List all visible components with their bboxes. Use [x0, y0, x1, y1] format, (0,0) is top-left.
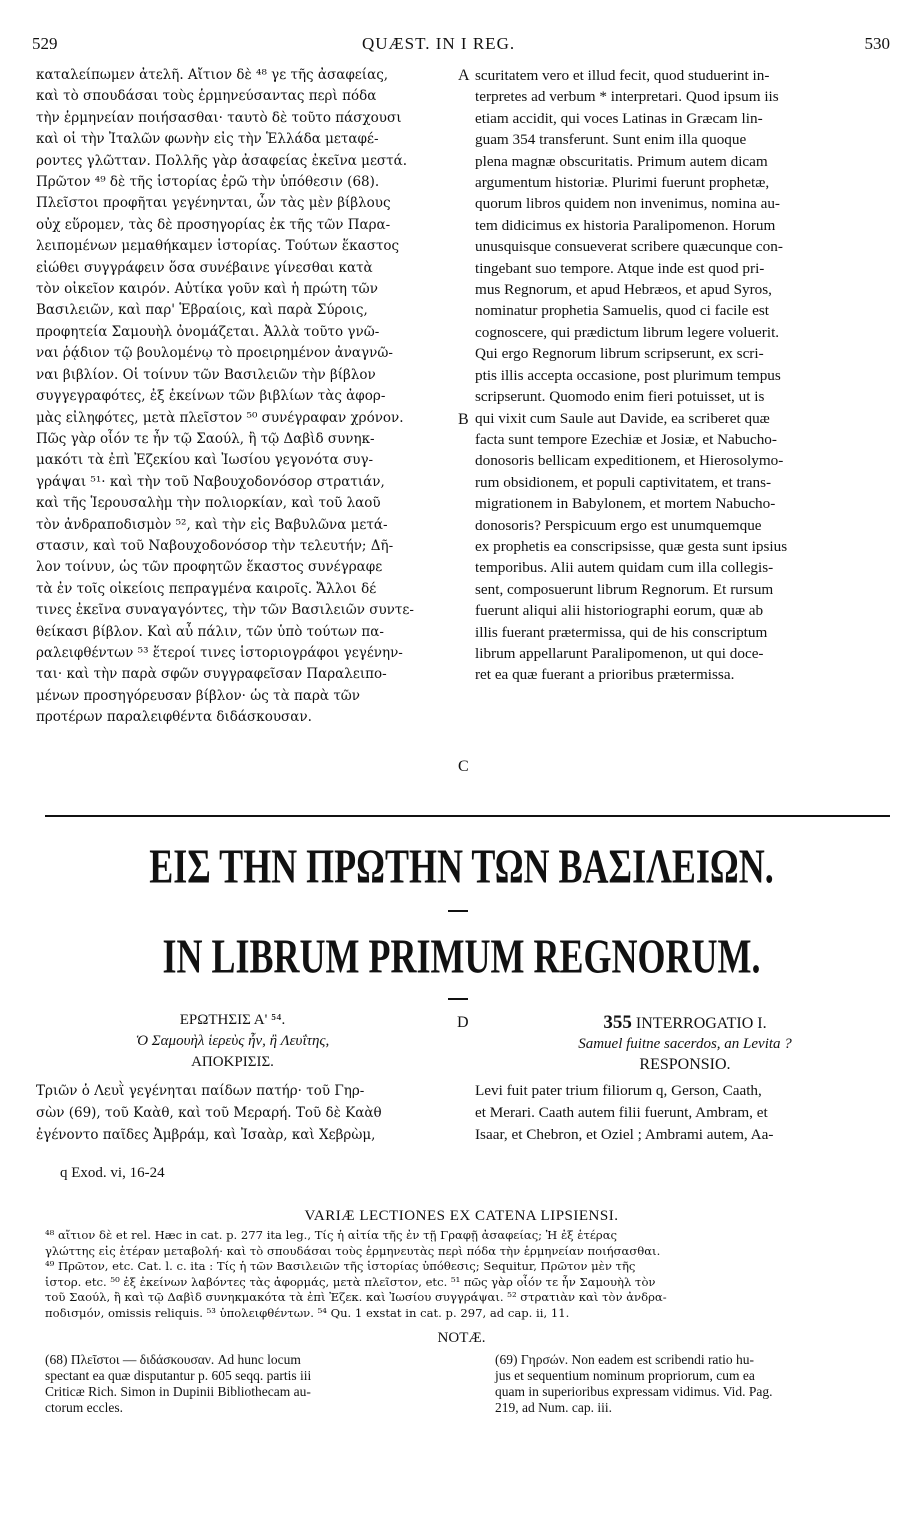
running-title: QUÆST. IN I REG. [362, 34, 516, 53]
left-page-number: 529 [32, 34, 58, 53]
question-text-greek: Ὁ Σαμουὴλ ἱερεὺς ἦν, ἢ Λευΐτης, [135, 1033, 330, 1049]
text-line: donosoris bellicam expeditionem, et Hierosolymo- [475, 452, 784, 470]
text-line: rum obsidionem, et populi captivitatem, et trans- [475, 473, 772, 491]
text-line: τοῦ Σαούλ, ἢ καὶ τῷ Δαβὶδ συνηκμακότα τὰ ἐπὶ Ἐζεκ. καὶ Ἰωσίου συγγράψαι. ⁵² στρατιὰν καὶ τὸν ἀνδρα- [45, 1290, 667, 1305]
text-line: προτέρων παραλειφθέντα διδάσκουσαν. [36, 709, 312, 726]
text-line: Qui ergo Regnorum librum scripserunt, ex scri- [475, 345, 764, 363]
text-line: unusquisque consueverat scribere quæcunque con- [475, 238, 783, 256]
text-line: scuritatem vero et illud fecit, quod studuerint in- [475, 67, 770, 84]
latin-column-top [475, 65, 887, 686]
notae-right [495, 1352, 890, 1416]
text-line: στασιν, καὶ τοῦ Ναβουχοδονόσορ τὴν τελευτήν; Δῆ- [36, 537, 394, 554]
text-line: librum appellarunt Paralipomenon, ut qui doce- [475, 644, 764, 662]
text-line: σὼν (69), τοῦ Καὰθ, καὶ τοῦ Μεραρή. Τοῦ δὲ Καὰθ [36, 1105, 382, 1121]
question-text-latin: Samuel fuitne sacerdos, an Levita ? [578, 1036, 792, 1052]
greek-title: ΕΙΣ ΤΗΝ ΠΡΩΤΗΝ ΤΩΝ ΒΑΣΙΛΕΙΩΝ. [149, 839, 774, 894]
text-line: quam in superioribus expressam vidimus. Vid. Pag. [495, 1384, 773, 1399]
text-line: 219, ad Num. cap. iii. [495, 1400, 612, 1415]
text-line: ctorum eccles. [45, 1400, 123, 1415]
question-heading-greek: ΕΡΩΤΗΣΙΣ Α' ⁵⁴. [179, 1012, 286, 1028]
text-line: γλώττης εἰς ἑτέραν μεταβολή· καὶ τὸ σπουδάσαι τοὺς ἑρμηνευτὰς περὶ πόδα τὴν ἑρμηνείαν ποιήσασθαι. [45, 1243, 661, 1258]
text-line: Levi fuit pater trium filiorum q, Gerson, Caath, [475, 1082, 762, 1099]
answer-latin [475, 1080, 887, 1146]
text-line: ται· καὶ τὴν παρὰ σφῶν συγγραφεῖσαν Παραλειπο- [36, 666, 387, 683]
title-dash [448, 910, 468, 912]
text-line: ἐγένοντο παῖδες Ἀμβράμ, καὶ Ἰσαὰρ, καὶ Χεβρὼμ, [36, 1127, 376, 1143]
text-line: fuerunt aliqui alii historiographi eorum, quæ ab [475, 602, 764, 620]
title-dash-2 [448, 998, 468, 1000]
text-line: καὶ τὸ σπουδάσαι τοὺς ἑρμηνεύσαντας περὶ πόδα [36, 88, 377, 105]
text-line: γράψαι ⁵¹· καὶ τὴν τοῦ Ναβουχοδονόσορ στρατιάν, [36, 473, 385, 490]
text-line: λειπομένων μεμαθήκαμεν ἱστορίας. Τούτων ἕκαστος [36, 238, 400, 255]
text-line: ptis illis accepta occasione, post plurimum tempus [475, 366, 781, 384]
running-header [32, 34, 890, 56]
text-line: λον τοίνυν, ὡς τῶν προφητῶν ἕκαστος συνέγραφε [36, 559, 383, 576]
text-line: τὴν ἑρμηνείαν ποιήσασθαι· ταυτὸ δὲ τοῦτο πάσχουσι [36, 109, 402, 126]
text-line: ex prophetis ea conscripsisse, quæ gesta sunt ipsius [475, 537, 788, 555]
notae-left [45, 1352, 460, 1416]
text-line: argumentum historiæ. Plurimi fuerunt prophetæ, [475, 174, 770, 192]
text-line: τὸν ἀνδραποδισμὸν ⁵², καὶ τὴν εἰς Βαβυλῶνα μετά- [36, 516, 388, 533]
text-line: ret ea quæ fuerant a prioribus prætermissa. [475, 666, 735, 684]
text-line: τινες ἐκεῖνα συναγαγόντες, τὴν τῶν Βασιλειῶν συντε- [36, 602, 414, 619]
answer-heading-greek: ΑΠΟΚΡΙΣΙΣ. [191, 1054, 274, 1070]
text-line: εἰώθει συγγράφειν ὅσα συνέβαινε γίνεσθαι κατὰ [36, 259, 373, 276]
text-line: καὶ τῆς Ἱερουσαλὴμ τὴν πολιορκίαν, καὶ τοῦ λαοῦ [36, 495, 381, 512]
text-line: quorum libros quidem non invenimus, nomina au- [475, 195, 780, 213]
text-line: καὶ οἱ τὴν Ἰταλῶν φωνὴν εἰς τὴν Ἑλλάδα μεταφέ- [36, 131, 379, 148]
text-line: συγγεγραφότες, ἐξ ἐκείνων τῶν βιβλίων τὰς ἀφορ- [36, 388, 386, 405]
text-line: Πῶς γὰρ οἷόν τε ἦν τῷ Σαούλ, ἢ τῷ Δαβὶδ συνηκ- [36, 430, 375, 447]
text-line: jus et sequentium nominum propriorum, cum ea [495, 1368, 755, 1383]
text-line: μένων προσηγόρευσαν βίβλον· ὡς τὰ παρὰ τῶν [36, 687, 361, 704]
text-line: sent, composuerunt librum Regnorum. Et rursum [475, 580, 774, 598]
margin-letter-c: C [458, 758, 469, 775]
latin-title: IN LIBRUM PRIMUM REGNORUM. [162, 929, 761, 984]
text-line: Βασιλειῶν, καὶ παρ' Ἑβραίοις, καὶ παρὰ Σύροις, [36, 302, 368, 319]
text-line: Criticæ Rich. Simon in Dupinii Bibliothecam au- [45, 1384, 311, 1399]
right-page-number: 530 [864, 34, 890, 53]
text-line: μὰς εἰληφότες, μετὰ πλεῖστον ⁵⁰ συνέγραφαν χρόνον. [36, 409, 404, 426]
answer-greek [36, 1080, 454, 1146]
text-line: τὸν οἰκεῖον καιρόν. Αὐτίκα γοῦν καὶ ἡ πρώτη τῶν [36, 281, 378, 298]
text-line: et Merari. Caath autem filii fuerunt, Ambram, et [475, 1104, 768, 1121]
text-line: ⁴⁸ αἴτιον δὲ et rel. Hæc in cat. p. 277 ita leg., Τίς ἡ αἰτία τῆς ἐν τῇ Γραφῇ ἀσαφείας; Ἡ ἐξ ἑτέρας [45, 1228, 618, 1242]
text-line: (69) Γηρσών. Non eadem est scribendi ratio hu- [495, 1352, 755, 1367]
margin-letter-a: A [458, 67, 470, 84]
text-line: μακότι τὰ ἐπὶ Ἐζεκίου καὶ Ἰωσίου γεγονότα συγ- [36, 452, 374, 469]
text-line: etiam accidit, qui voces Latinas in Græcam lin- [475, 109, 763, 127]
text-line: ⁴⁹ Πρῶτον, etc. Cat. l. c. ita : Τίς ἡ τῶν Βασιλειῶν τῆς ἱστορίας ὑπόθεσις; Sequitur, Πρῶτον μὲν τῆς [45, 1259, 636, 1274]
answer-heading-latin: RESPONSIO. [639, 1056, 731, 1073]
text-line: θείκασι βίβλον. Καὶ αὖ πάλιν, τῶν ὑπὸ τούτων πα- [36, 623, 384, 640]
text-line: donosoris? Perspicuum ergo est unumquemque [475, 516, 762, 534]
text-line: qui vixit cum Saule aut Davide, ea scriberet quæ [475, 409, 770, 427]
scripture-footnote: q Exod. vi, 16-24 [60, 1165, 165, 1181]
text-line: ναι ῥᾴδιον τῷ βουλομένῳ τὸ προειρημένον ἀναγνῶ- [36, 345, 393, 362]
text-line: terpretes ad verbum * interpretari. Quod ipsum iis [475, 88, 779, 106]
text-line: illis fuerant prætermissa, qui de his conscriptum [475, 623, 768, 641]
section-divider [45, 815, 890, 817]
question-latin [480, 1012, 890, 1074]
text-line: migrationem in Babylonem, et mortem Nabucho- [475, 495, 776, 513]
text-line: facta sunt tempore Ezechiæ et Josiæ, et Nabucho- [475, 430, 777, 448]
greek-column-top [36, 65, 454, 729]
question-greek [60, 1012, 405, 1071]
text-line: ραλειφθέντων ⁵³ ἕτεροί τινες ἱστοριογράφοι γεγένην- [36, 644, 403, 661]
text-line: tingebant suo tempore. Atque inde est quod pri- [475, 259, 765, 277]
text-line: guam 354 transferunt. Sunt enim illa quoque [475, 131, 747, 149]
text-line: Isaar, et Chebron, et Oziel ; Ambrami autem, Aa- [475, 1126, 774, 1143]
text-line: mus Regnorum, et apud Hebræos, et apud Syros, [475, 281, 772, 299]
text-line: (68) Πλεῖστοι — διδάσκουσαν. Ad hunc locum [45, 1352, 301, 1367]
text-line: Πλεῖστοι προφῆται γεγένηνται, ὧν τὰς μὲν βίβλους [36, 195, 391, 212]
variae-heading: VARIÆ LECTIONES EX CATENA LIPSIENSI. [304, 1208, 619, 1224]
text-line: τὰ ἐν τοῖς οἰκείοις πεπραγμένα καιροῖς. Ἄλλοι δέ [36, 580, 377, 597]
text-line: temporibus. Alii autem quidam cum illa collegis- [475, 559, 774, 577]
text-line: Τριῶν ὁ Λευῒ γεγένηται παίδων πατήρ· τοῦ Γηρ- [36, 1083, 365, 1099]
text-line: καταλείπωμεν ἀτελῆ. Αἴτιον δὲ ⁴⁸ γε τῆς ἀσαφείας, [36, 67, 389, 83]
text-line: tem didicimus ex historia Paralipomenon. Horum [475, 216, 776, 234]
column-number: 355 [603, 1012, 632, 1033]
text-line: Πρῶτον ⁴⁹ δὲ τῆς ἱστορίας ἐρῶ τὴν ὑπόθεσιν (68). [36, 174, 380, 191]
margin-letter-b: B [458, 411, 469, 428]
text-line: spectant ea quæ disputantur p. 605 seqq. partis iii [45, 1368, 312, 1383]
question-heading-latin: INTERROGATIO I. [635, 1015, 767, 1032]
text-line: προφητεία Σαμουὴλ ὀνομάζεται. Ἀλλὰ τοῦτο γνῶ- [36, 323, 380, 340]
text-line: nominatur prophetia Samuelis, quod ci facile est [475, 302, 769, 320]
text-line: οὐχ εὕρομεν, τὰς δὲ προσηγορίας ἐκ τῆς τῶν Παρα- [36, 216, 391, 233]
text-line: ποδισμόν, omissis reliquis. ⁵³ ὑπολειφθέντων. ⁵⁴ Qu. 1 exstat in cat. p. 297, ad cap. ii, 11. [45, 1305, 570, 1320]
text-line: ναι βιβλίον. Οἱ τοίνυν τῶν Βασιλειῶν τὴν βίβλον [36, 366, 376, 383]
notae-heading: NOTÆ. [437, 1330, 486, 1346]
text-line: cognoscere, qui prædictum librum legere voluerit. [475, 323, 780, 341]
text-line: ἱστορ. etc. ⁵⁰ ἐξ ἐκείνων λαβόντες τὰς ἀφορμάς, μετὰ πλεῖστον, etc. ⁵¹ πῶς γὰρ οἷόν τε ἦν Σαμουὴλ τὸν [45, 1274, 656, 1289]
text-line: ροντες γλῶτταν. Πολλῆς γὰρ ἀσαφείας ἐκεῖνα μεστά. [36, 152, 408, 169]
text-line: scripserunt. Quomodo enim fieri potuisset, ut is [475, 388, 765, 406]
text-line: plena magnæ obscuritatis. Primum autem dicam [475, 152, 768, 170]
variae-lectiones [45, 1228, 890, 1322]
margin-letter-d: D [457, 1014, 469, 1031]
